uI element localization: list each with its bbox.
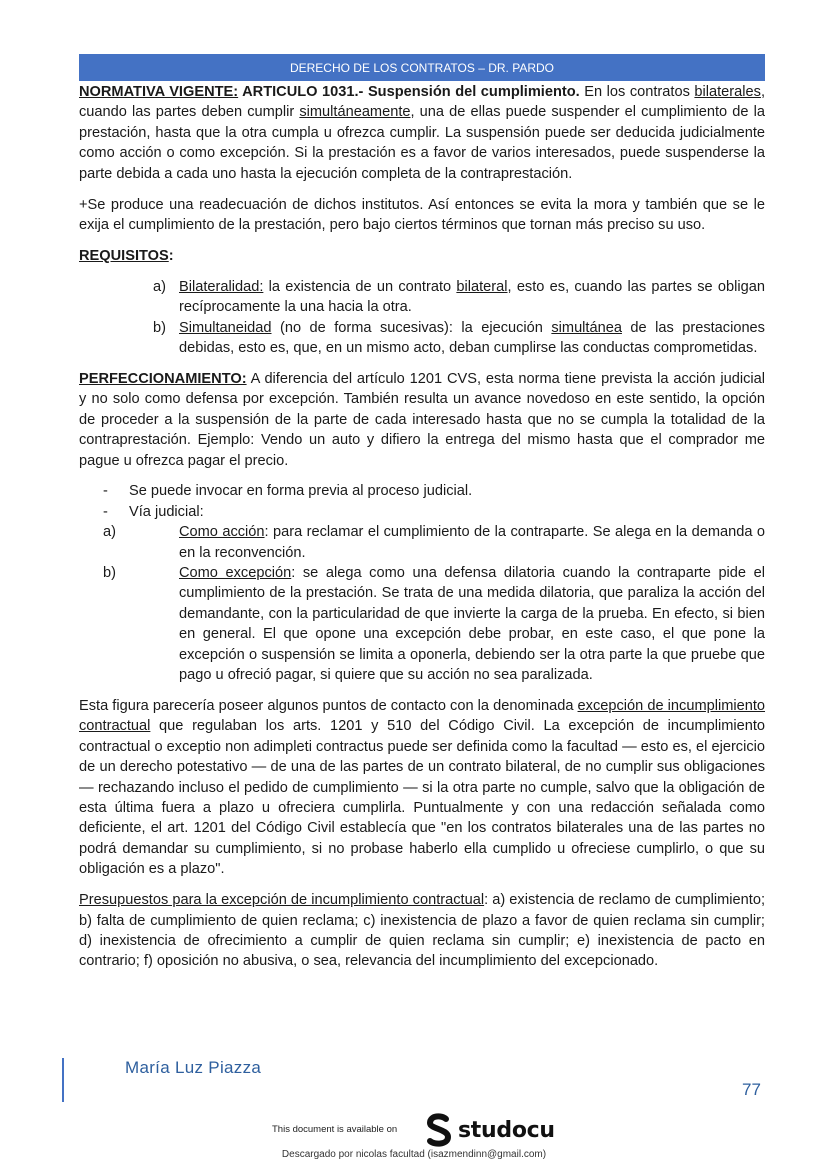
vias-list <box>79 481 765 685</box>
perfeccionamiento-label: PERFECCIONAMIENTO: <box>79 370 247 387</box>
studocu-wordmark: studocu <box>458 1117 555 1143</box>
text-run: Esta figura parecería poseer algunos puntos de contacto con la denominada <box>79 697 578 714</box>
term: Simultaneidad <box>179 319 272 336</box>
dash-marker: - <box>103 483 108 500</box>
text-run: : se alega como una defensa dilatoria cuando la contraparte pide el cumplimiento de la prestación. Se trata de una medida dilatoria, que paraliza la acción del demandante, con la particularidad de que invierte la carga de la prueba. En efecto, si bien en general. El que opone una excepción debe probar, en este caso, el que pone la excepción o suspensión se limita a oponerla, debiendo ser la otra parte la que pruebe que pago u ofreció pagar, si quiere que su acción no sea paralizada. <box>179 565 765 684</box>
header-title: DERECHO DE LOS CONTRATOS – DR. PARDO <box>289 60 555 75</box>
list-item <box>79 277 765 318</box>
underlined-term: bilateral <box>456 278 508 295</box>
availability-note: This document is available on <box>272 1124 398 1135</box>
text-run: de las prestaciones debidas, esto es, que, en un mismo acto, deban cumplirse las conductas comprometidas. <box>179 319 765 356</box>
paragraph-perfeccionamiento <box>79 369 765 471</box>
dash-marker: - <box>103 503 108 520</box>
via-judicial-sublist <box>103 522 765 685</box>
term: Como acción <box>179 524 265 541</box>
underlined-term: simultánea <box>551 319 622 336</box>
text-run: Se puede invocar en forma previa al proceso judicial. <box>129 483 473 500</box>
requisitos-label: REQUISITOS <box>79 247 169 264</box>
studocu-logo[interactable] <box>424 1113 555 1147</box>
text-run: : para reclamar el cumplimiento de la contraparte. Se alega en la demanda o en la reconvención. <box>179 524 765 561</box>
list-item <box>79 563 765 685</box>
term: Bilateralidad: <box>179 278 264 295</box>
underlined-term: excepción de incumplimiento contractual <box>79 697 766 735</box>
requisitos-heading <box>79 246 765 266</box>
text-run: que regulaban los arts. 1201 y 510 del Código Civil. La excepción de incumplimiento contractual o exceptio non adimpleti contractus puede ser definida como la facultad — esto es, el ejercicio de un derecho potestativo — de una de las partes de un contrato bilateral, de no cumplir sus obligaciones — rechazando incluso el pedido de cumplimiento — si la otra parte no cumple, salvo que la obligación de esta última fuera a plazo u ofreciera cumplirla. Puntualmente y con una redacción señalada como deficiente, el art. 1201 del Código Civil establecía que "en los contratos bilaterales una de las partes no podrá demandar su cumplimiento, si no probase haberlo ella cumplido u ofreciese cumplirlo, o que su obligación es a plazo". <box>79 718 765 878</box>
requisitos-list <box>79 277 765 359</box>
page-number: 77 <box>742 1080 761 1099</box>
text-run: Vía judicial: <box>129 503 204 520</box>
list-marker: a) <box>103 524 116 541</box>
author-name: María Luz Piazza <box>125 1058 262 1077</box>
download-note: Descargado por nicolas facultad (isazmendinn@gmail.com) <box>281 1149 547 1160</box>
paragraph-readecuacion: +Se produce una readecuación de dichos institutos. Así entonces se evita la mora y también que se le exija el cumplimiento de la prestación, pero bajo ciertos términos que tornan más preciso su uso. <box>79 196 765 233</box>
text-run: , una de ellas puede suspender el cumplimiento de la prestación, hasta que la otra cumpla u ofrezca cumplir. La suspensión puede ser deducida judicialmente como acción o como excepción. Si la prestación es a favor de varios interesados, puede suspenderse la parte debida a cada uno hasta la ejecución completa de la contraprestación. <box>79 104 765 182</box>
text-run: , esto es, cuando las partes se obligan recíprocamente la una hacia la otra. <box>179 278 765 316</box>
text-run: , cuando las partes deben cumplir <box>79 84 765 121</box>
text-run: A diferencia del artículo 1201 CVS, esta norma tiene prevista la acción judicial y no solo como defensa por excepción. También resulta un avance novedoso en este sentido, la opción de proceder a la suspensión de la parte de cada interesado hasta que no se cumpla la totalidad de la contraprestación. Ejemplo: Vendo un auto y difiero la entrega del mismo hasta que el comprador me pague u ofrezca pagar el precio. <box>79 370 765 469</box>
list-item <box>79 522 765 563</box>
list-item <box>79 318 765 359</box>
list-marker: b) <box>153 319 166 336</box>
page-header <box>79 54 765 81</box>
list-item <box>79 481 765 501</box>
list-marker: a) <box>153 278 166 295</box>
text-run: En los contratos <box>579 84 695 100</box>
underlined-term: simultáneamente <box>299 104 411 121</box>
list-item <box>79 502 765 686</box>
text-run: : a) existencia de reclamo de cumplimiento; b) falta de cumplimiento de quien reclama; c) inexistencia de plazo a favor de quien reclama sin cumplir; d) inexistencia de ofrecimiento a cumplir de quien reclama sin cumplir; e) inexistencia de pacto en contrario; f) oposición no abusiva, o sea, relevancia del incumplimiento del excepcionado. <box>79 892 765 970</box>
text-run: (no de forma sucesivas): la ejecución <box>271 319 552 336</box>
list-marker: b) <box>103 565 116 582</box>
text-run: la existencia de un contrato <box>263 278 457 295</box>
normativa-label: NORMATIVA VIGENTE: <box>79 84 239 100</box>
document-body <box>79 82 765 982</box>
paragraph-presupuestos <box>79 890 765 972</box>
paragraph-excepcion <box>79 696 765 880</box>
footer-divider <box>62 1058 64 1102</box>
term: Como excepción <box>179 565 292 582</box>
paragraph-normativa <box>79 82 765 184</box>
studocu-icon <box>424 1113 454 1147</box>
colon: : <box>168 247 174 264</box>
underlined-term: bilaterales <box>694 84 761 100</box>
article-heading: ARTICULO 1031.- Suspensión del cumplimiento. <box>238 84 580 100</box>
presupuestos-label: Presupuestos para la excepción de incumplimiento contractual <box>79 892 485 909</box>
